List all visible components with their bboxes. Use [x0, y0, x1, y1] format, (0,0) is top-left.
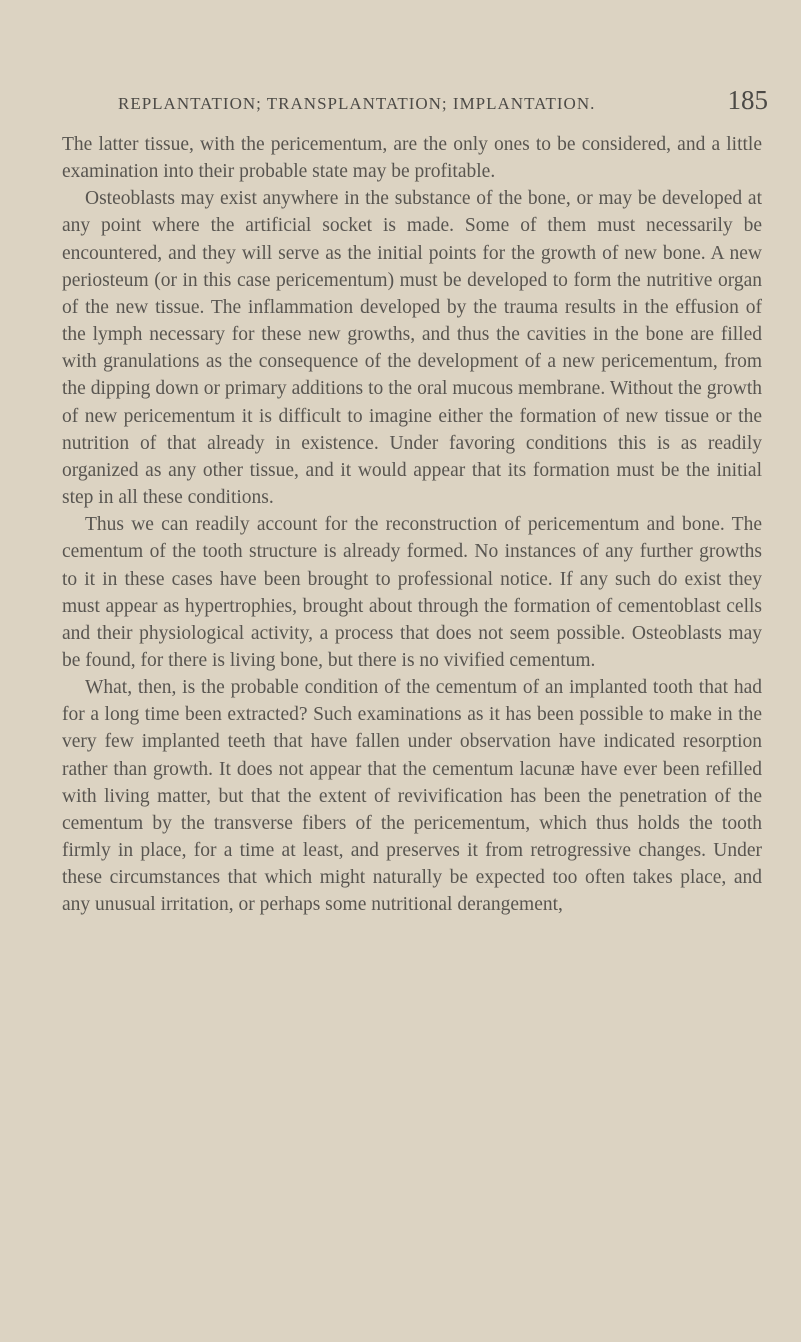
paragraph-1: The latter tissue, with the pericementum, are the only ones to be considered, and a little examination into their probable state may be profitable. [62, 134, 762, 183]
page-number: 185 [727, 85, 768, 115]
paragraph-4: What, then, is the probable condition of the cementum of an implanted tooth that had for a long time been extracted? Such examinations as it has been possible to make in the very few implanted teeth that have fallen under observation have indicated resorption rather than growth. It does not appear that the cementum lacunæ have ever been refilled with living matter, but that the extent of revivification has been the penetration of the cementum by the transverse fibers of the pericementum, which thus holds the tooth firmly in place, for a time at least, and preserves it from retrogressive changes. Under these circumstances that which might naturally be expected too often takes place, and any unusual irritation, or perhaps some nutritional derangement, [62, 677, 762, 916]
body-text [62, 131, 762, 919]
paragraph-3: Thus we can readily account for the reconstruction of pericementum and bone. The cementum of the tooth structure is already formed. No instances of any further growths to it in these cases have been brought to professional notice. If any such do exist they must appear as hypertrophies, brought about through the formation of cementoblast cells and their physiological activity, a process that does not seem possible. Osteoblasts may be found, for there is living bone, but there is no vivified cementum. [62, 514, 762, 671]
running-head [118, 85, 768, 115]
paragraph-2: Osteoblasts may exist anywhere in the substance of the bone, or may be developed at any point where the artificial socket is made. Some of them must necessarily be encountered, and they will serve as the initial points for the growth of new bone. A new periosteum (or in this case pericementum) must be developed to form the nutritive organ of the new tissue. The inflammation developed by the trauma results in the effusion of the lymph necessary for these new growths, and thus the cavities in the bone are filled with granulations as the consequence of the development of a new pericementum, from the dipping down or primary additions to the oral mucous membrane. Without the growth of new pericementum it is difficult to imagine either the formation of new tissue or the nutrition of that already in existence. Under favoring conditions this is as readily organized as any other tissue, and it would appear that its formation must be the initial step in all these conditions. [62, 188, 762, 509]
running-title: REPLANTATION; TRANSPLANTATION; IMPLANTATION. [118, 94, 596, 113]
